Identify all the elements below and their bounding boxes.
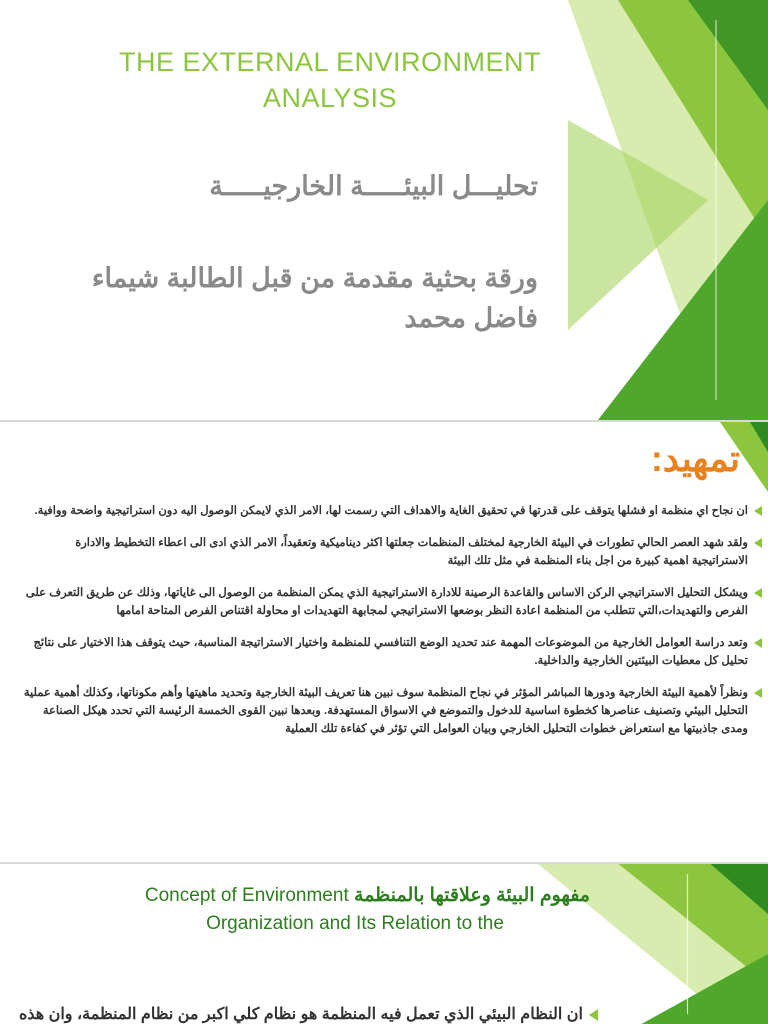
triangle-bullet-icon [754, 538, 762, 548]
triangle-bullet-icon [754, 506, 762, 516]
list-item: ونظراً لأهمية البيئة الخارجية ودورها المباشر المؤثر في نجاح المنظمة سوف نبين هنا تعريف البيئة الخارجية وتحديد ماهيتها وأهم مكوناتها، وكذلك أهمية عملية التحليل البيئي وتصنيف عناصرها كخطوة اساسية للدخول والتموضع في الاسواق المستهدفة. وبعدها نبين القوى الخمسة الرئيسة التي تحدد هيكل الصناعة ومدى جاذبيتها مع استعراض خطوات التحليل الخارجي وبيان العوامل التي تؤثر في كفاءة تلك العملية [22, 684, 762, 738]
arabic-title: تحليـــل البيئـــــة الخارجيـــــة [209, 171, 538, 201]
list-item: ان النظام البيئي الذي تعمل فيه المنظمة هو نظام كلي اكبر من نظام المنظمة، وان هذه [19, 1004, 598, 1024]
green-decoration [568, 0, 768, 420]
section-heading: تمهيد: [650, 438, 740, 479]
triangle-bullet-icon [754, 638, 762, 648]
concept-slide [0, 864, 768, 1024]
triangle-bullet-icon [589, 1009, 598, 1021]
list-item: ان نجاح اي منظمة او فشلها يتوقف على قدرتها في تحقيق الغاية والاهداف التي رسمت لها، الامر الذي لايمكن الوصول اليه دون استراتيجية واضحة ووافية. [22, 502, 762, 520]
triangle-bullet-icon [754, 688, 762, 698]
list-item: ولقد شهد العصر الحالي تطورات في البيئة الخارجية لمختلف المنظمات جعلتها اكثر ديناميكية وتعقيداً، الامر الذي ادى الى اعطاء التخطيط والادارة الاستراتيجية اهمية كبيرة من اجل بناء المنظمة في مثل تلك البيئة [22, 534, 762, 570]
list-item: وتعد دراسة العوامل الخارجية من الموضوعات المهمة عند تحديد الوضع التنافسي للمنظمة واختيار الاستراتيجة المناسبة، حيث يتوقف هذا الاختيار على نتائج تحليل كل معطيات البيئتين الخارجية والداخلية. [22, 634, 762, 670]
list-item: ويشكل التحليل الاستراتيجي الركن الاساس والقاعدة الرصينة للادارة الاستراتيجية الذي يمكن المنظمة من الوصول الى غاياتها، وذلك عن طريق التعرف على الفرص والتهديدات،التي تتطلب من المنظمة اعادة النظر بوضعها الاستراتيجي لمجابهة التهديدات او محاولة اقتناص الفرص المتاحة امامها [22, 584, 762, 620]
slide-title: THE EXTERNAL ENVIRONMENT ANALYSIS [118, 47, 542, 113]
intro-slide [0, 422, 768, 862]
paragraph-list [22, 502, 762, 752]
triangle-bullet-icon [754, 588, 762, 598]
title-slide [0, 0, 768, 420]
concept-heading: Concept of Environment مفهوم البيئة وعلاقتها بالمنظمة Organization and Its Relation to the [144, 885, 590, 934]
author-line: ورقة بحثية مقدمة من قبل الطالبة شيماء فاضل محمد [91, 263, 538, 333]
